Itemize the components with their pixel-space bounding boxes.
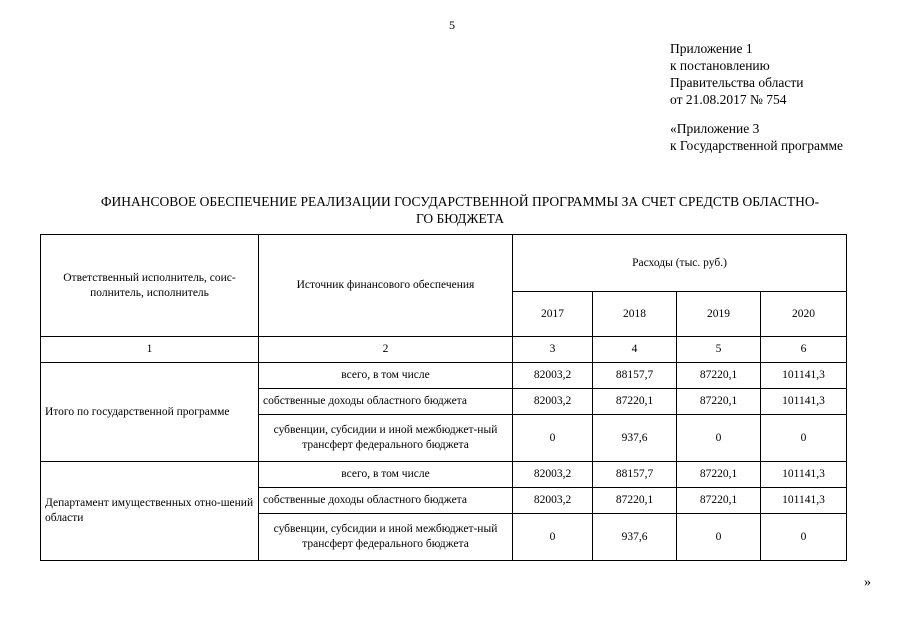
- value-cell: 937,6: [593, 514, 677, 561]
- appendix-block: [670, 40, 843, 154]
- responsible-cell: Итого по государственной программе: [41, 363, 259, 462]
- value-cell: 87220,1: [677, 389, 761, 415]
- header-responsible: Ответственный исполнитель, соис-полнитель, исполнитель: [41, 235, 259, 337]
- value-cell: 82003,2: [513, 488, 593, 514]
- source-cell: всего, в том числе: [259, 462, 513, 488]
- value-cell: 82003,2: [513, 389, 593, 415]
- table-row: [41, 462, 847, 488]
- value-cell: 0: [513, 514, 593, 561]
- column-number: 6: [761, 337, 847, 363]
- source-cell: субвенции, субсидии и иной межбюджет-ный трансферт федерального бюджета: [259, 415, 513, 462]
- header-year: 2020: [761, 292, 847, 337]
- header-year: 2019: [677, 292, 761, 337]
- financing-table: [40, 234, 847, 561]
- appendix-line: Правительства области: [670, 75, 804, 90]
- value-cell: 0: [761, 415, 847, 462]
- responsible-cell: Департамент имущественных отно-шений области: [41, 462, 259, 561]
- column-number: 5: [677, 337, 761, 363]
- source-cell: всего, в том числе: [259, 363, 513, 389]
- column-number: 4: [593, 337, 677, 363]
- header-expenses: Расходы (тыс. руб.): [513, 235, 847, 292]
- page-number: 5: [449, 18, 455, 32]
- value-cell: 101141,3: [761, 488, 847, 514]
- appendix-line: «Приложение 3: [670, 121, 760, 136]
- value-cell: 87220,1: [677, 462, 761, 488]
- value-cell: 87220,1: [593, 488, 677, 514]
- value-cell: 87220,1: [593, 389, 677, 415]
- value-cell: 0: [761, 514, 847, 561]
- value-cell: 101141,3: [761, 462, 847, 488]
- table-row: [41, 363, 847, 389]
- column-number: 1: [41, 337, 259, 363]
- closing-quote: »: [864, 575, 871, 590]
- appendix-line: к постановлению: [670, 58, 770, 73]
- value-cell: 87220,1: [677, 488, 761, 514]
- header-source: Источник финансового обеспечения: [259, 235, 513, 337]
- value-cell: 0: [513, 415, 593, 462]
- value-cell: 88157,7: [593, 462, 677, 488]
- source-cell: собственные доходы областного бюджета: [259, 389, 513, 415]
- column-number-row: [41, 337, 847, 363]
- document-title: [40, 193, 880, 227]
- source-cell: субвенции, субсидии и иной межбюджет-ный трансферт федерального бюджета: [259, 514, 513, 561]
- value-cell: 101141,3: [761, 363, 847, 389]
- value-cell: 937,6: [593, 415, 677, 462]
- appendix-line: от 21.08.2017 № 754: [670, 92, 787, 107]
- title-line: ГО БЮДЖЕТА: [415, 211, 505, 226]
- value-cell: 82003,2: [513, 462, 593, 488]
- source-cell: собственные доходы областного бюджета: [259, 488, 513, 514]
- column-number: 2: [259, 337, 513, 363]
- title-line: ФИНАНСОВОЕ ОБЕСПЕЧЕНИЕ РЕАЛИЗАЦИИ ГОСУДАРСТВЕННОЙ ПРОГРАММЫ ЗА СЧЕТ СРЕДСТВ ОБЛАСТНО-: [100, 194, 820, 209]
- column-number: 3: [513, 337, 593, 363]
- value-cell: 88157,7: [593, 363, 677, 389]
- value-cell: 87220,1: [677, 363, 761, 389]
- value-cell: 101141,3: [761, 389, 847, 415]
- appendix-line: Приложение 1: [670, 41, 753, 56]
- value-cell: 82003,2: [513, 363, 593, 389]
- value-cell: 0: [677, 514, 761, 561]
- value-cell: 0: [677, 415, 761, 462]
- header-year: 2017: [513, 292, 593, 337]
- header-year: 2018: [593, 292, 677, 337]
- appendix-line: к Государственной программе: [670, 138, 844, 153]
